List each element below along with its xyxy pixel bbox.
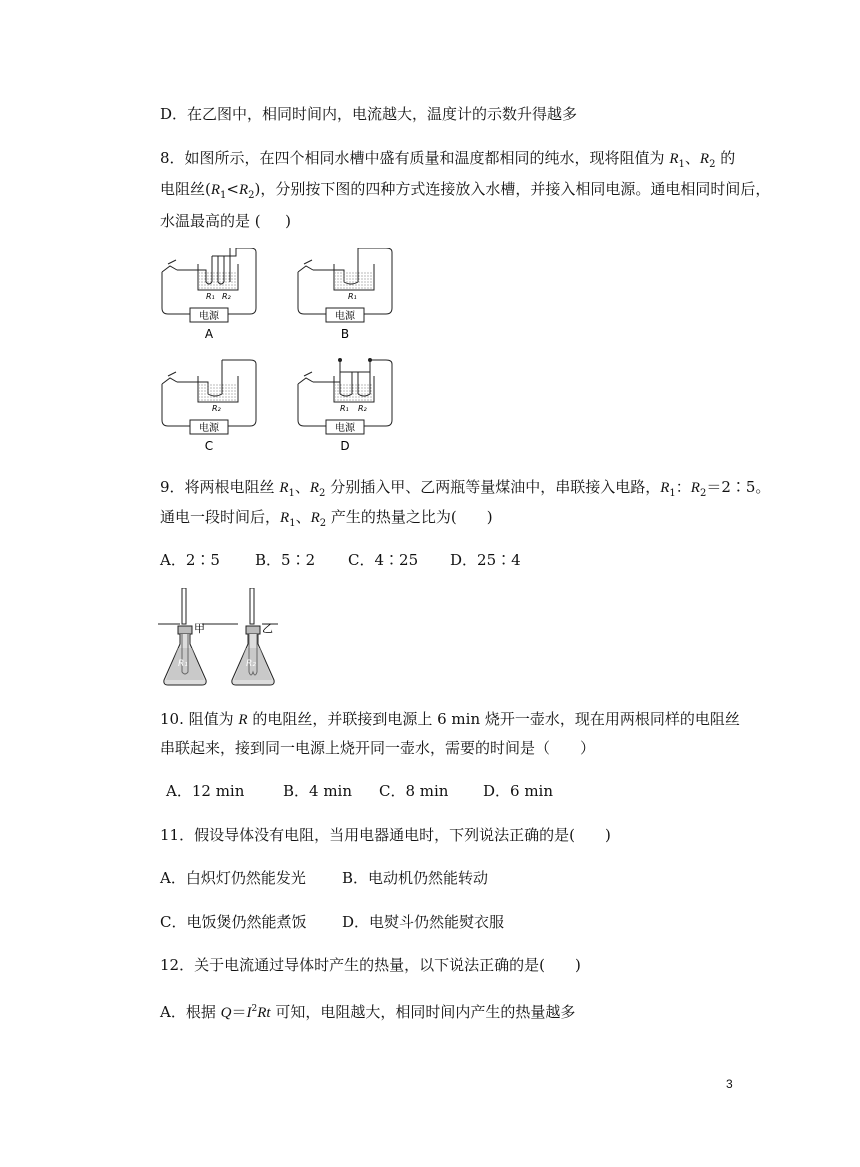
svg-text:R₂: R₂ xyxy=(222,292,231,301)
circuit-c xyxy=(162,360,256,453)
q10-option-b: B．4 min xyxy=(283,782,353,800)
q11-option-b: B．电动机仍然能转动 xyxy=(342,869,489,887)
q10-line1 xyxy=(160,708,740,731)
r2-symbol: R xyxy=(310,510,320,526)
q8-text: 8．如图所示，在四个相同水槽中盛有质量和温度都相同的纯水，现将阻值为 xyxy=(160,149,670,167)
svg-text:R₁: R₁ xyxy=(348,292,357,301)
q12-text: A．根据 xyxy=(160,1003,221,1021)
r1-symbol: R xyxy=(279,480,289,496)
formula-sup: 2 xyxy=(251,1004,258,1014)
water-b xyxy=(335,272,373,289)
svg-text:R₁: R₁ xyxy=(340,404,349,413)
q11-stem: 11．假设导体没有电阻，当用电器通电时，下列说法正确的是( ) xyxy=(160,826,611,844)
r1-symbol: R xyxy=(669,151,679,167)
q8-text: 的 xyxy=(715,149,736,167)
r1-symbol: R xyxy=(660,480,670,496)
diagram-label-d: D xyxy=(340,439,350,453)
q9-text: ： xyxy=(675,478,691,496)
r1-symbol: R xyxy=(280,510,290,526)
formula-q: Q xyxy=(220,1005,232,1021)
q11-option-a: A．白炽灯仍然能发光 xyxy=(160,869,306,887)
r1-sub: 1 xyxy=(289,518,296,529)
q9-option-b: B．5∶2 xyxy=(255,551,316,569)
r1-sub: 1 xyxy=(678,159,685,170)
q11-option-d: D．电熨斗仍然能熨衣服 xyxy=(342,913,505,931)
q11-options-row2 xyxy=(160,911,504,933)
q8-line3: 水温最高的是 ( ) xyxy=(160,212,292,230)
formula-rt: Rt xyxy=(257,1005,271,1021)
q9-line2 xyxy=(160,506,493,535)
diagram-label-a: A xyxy=(204,327,214,341)
power-label: 电源 xyxy=(335,311,355,322)
r1-sub: 1 xyxy=(220,190,227,201)
q12-stem: 12．关于电流通过导体时产生的热量，以下说法正确的是( ) xyxy=(160,956,581,974)
r2-symbol: R xyxy=(238,182,249,198)
q10-option-d: D．6 min xyxy=(483,782,554,800)
q9-option-d: D．25∶4 xyxy=(450,551,521,569)
r2-symbol: R xyxy=(699,151,710,167)
q8-text: 电阻丝( xyxy=(160,180,211,198)
diagram-label-b: B xyxy=(340,327,350,341)
power-label: 电源 xyxy=(335,423,355,434)
r2-sub: 2 xyxy=(319,518,327,529)
svg-text:R₁: R₁ xyxy=(178,659,188,669)
q8-text: < xyxy=(226,180,239,198)
svg-text:R₂: R₂ xyxy=(212,404,221,413)
circuit-a xyxy=(162,248,256,341)
q9-text: 9．将两根电阻丝 xyxy=(160,478,280,496)
q9-text: 通电一段时间后， xyxy=(160,508,281,526)
q9-option-c: C．4∶25 xyxy=(348,551,419,569)
q8-line1 xyxy=(160,147,735,176)
q12-option-a xyxy=(160,998,575,1024)
q9-text: 、 xyxy=(294,478,310,496)
q11-options-row1 xyxy=(160,867,488,889)
r1-sub: 1 xyxy=(669,488,676,499)
circuit-b xyxy=(298,248,392,341)
r1-symbol: R xyxy=(210,182,221,198)
q9-options xyxy=(160,549,521,571)
q10-option-a: A．12 min xyxy=(166,782,245,800)
r2-sub: 2 xyxy=(709,159,716,170)
r1-sub: 1 xyxy=(288,488,295,499)
q9-text: 产生的热量之比为( ) xyxy=(326,508,493,526)
q8-text: )，分别按下图的四种方式连接放入水槽，并接入相同电源。通电相同时间后， xyxy=(254,180,771,198)
q8-text: 、 xyxy=(684,149,700,167)
q9-text: 、 xyxy=(295,508,311,526)
q10-option-c: C．8 min xyxy=(379,782,449,800)
q7-option-d: D．在乙图中，相同时间内，电流越大，温度计的示数升得越多 xyxy=(160,105,578,123)
r2-symbol: R xyxy=(309,480,320,496)
r2-sub: 2 xyxy=(699,488,707,499)
r-symbol: R xyxy=(238,712,248,728)
power-label: 电源 xyxy=(199,423,219,434)
r2-sub: 2 xyxy=(248,190,255,201)
flask-yi xyxy=(232,588,274,685)
q9-line1 xyxy=(160,476,770,505)
q9-flasks-diagram xyxy=(158,588,280,690)
water-d xyxy=(335,384,373,401)
flask-label-jia: 甲 xyxy=(194,622,205,635)
svg-text:R₁: R₁ xyxy=(206,292,215,301)
q12-text: 可知，电阻越大，相同时间内产生的热量越多 xyxy=(270,1003,576,1021)
q10-text: 10. 阻值为 xyxy=(160,710,239,728)
q8-circuit-diagrams xyxy=(150,248,410,460)
diagram-label-c: C xyxy=(204,439,214,453)
q10-line2: 串联起来，接到同一电源上烧开同一壶水，需要的时间是（ ） xyxy=(160,739,596,757)
formula-eq: ＝ xyxy=(231,1003,247,1021)
svg-text:R₂: R₂ xyxy=(358,404,367,413)
q10-options xyxy=(166,780,553,802)
r2-sub: 2 xyxy=(319,488,326,499)
r2-symbol: R xyxy=(690,480,700,496)
svg-text:R₂: R₂ xyxy=(246,659,256,669)
q10-text: 的电阻丝，并联接到电源上 6 min 烧开一壶水，现在用两根同样的电阻丝 xyxy=(247,710,740,728)
q9-text: 分别插入甲、乙两瓶等量煤油中，串联接入电路， xyxy=(325,478,661,496)
power-label: 电源 xyxy=(199,311,219,322)
q11-option-c: C．电饭煲仍然能煮饭 xyxy=(160,913,307,931)
water-c xyxy=(199,384,237,401)
flask-label-yi: 乙 xyxy=(262,622,273,635)
circuit-d xyxy=(298,358,392,453)
q9-option-a: A．2∶5 xyxy=(160,551,220,569)
flask-jia xyxy=(164,588,206,685)
formula-i: I xyxy=(246,1005,252,1021)
page-number: 3 xyxy=(726,1077,733,1091)
q8-line2 xyxy=(160,178,770,207)
q9-text: ＝2∶5。 xyxy=(706,478,771,496)
